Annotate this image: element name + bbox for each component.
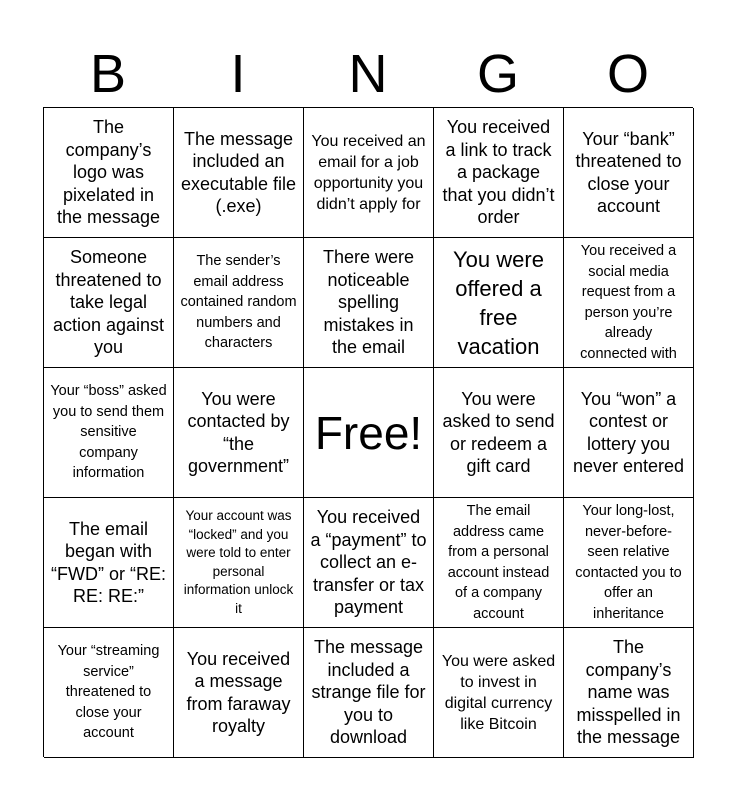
cell-text: Your “boss” asked you to send them sensitive company information bbox=[50, 383, 167, 482]
header-letter-b: B bbox=[89, 44, 127, 104]
cell-text: The company’s logo was pixelated in the message bbox=[56, 117, 161, 228]
bingo-cell-r4-c5[interactable] bbox=[564, 498, 694, 628]
cell-text: The message included an executable file (.exe) bbox=[180, 128, 297, 216]
cell-text: The email began with “FWD” or “RE: RE: RE:” bbox=[51, 518, 166, 606]
bingo-cell-r5-c4[interactable] bbox=[434, 628, 564, 758]
cell-text: You received a social media request from a person you’re already connected with bbox=[580, 243, 677, 362]
cell-text: The message included a strange file for you to download bbox=[311, 637, 426, 748]
header-letter-g: G bbox=[476, 44, 519, 104]
cell-text: Your long-lost, never-before-seen relative contacted you to offer an inheritance bbox=[575, 503, 682, 622]
cell-text: You received a message from faraway royalty bbox=[186, 648, 291, 736]
cell-text: You were contacted by “the government” bbox=[187, 388, 290, 476]
bingo-cell-r3-c1[interactable] bbox=[44, 368, 174, 498]
bingo-cell-r5-c1[interactable] bbox=[44, 628, 174, 758]
header-letter-o: O bbox=[606, 44, 649, 104]
bingo-cell-free[interactable] bbox=[304, 368, 434, 498]
bingo-cell-r3-c4[interactable] bbox=[434, 368, 564, 498]
cell-text: Someone threatened to take legal action against you bbox=[52, 247, 165, 358]
cell-text: You received an email for a job opportunity you didn’t apply for bbox=[311, 132, 426, 213]
bingo-cell-r1-c2[interactable] bbox=[174, 108, 304, 238]
bingo-cell-r4-c2[interactable] bbox=[174, 498, 304, 628]
cell-text: You received a link to track a package that you didn’t order bbox=[442, 117, 555, 228]
cell-text: There were noticeable spelling mistakes in the email bbox=[322, 247, 415, 358]
cell-text: The company’s name was misspelled in the message bbox=[576, 637, 681, 748]
cell-text: You were offered a free vacation bbox=[453, 246, 544, 359]
cell-text: Your “bank” threatened to close your account bbox=[575, 128, 682, 216]
cell-text: Your “streaming service” threatened to close your account bbox=[57, 643, 160, 742]
bingo-cell-r5-c5[interactable] bbox=[564, 628, 694, 758]
bingo-cell-r3-c2[interactable] bbox=[174, 368, 304, 498]
free-space-label: Free! bbox=[314, 406, 423, 459]
bingo-cell-r4-c4[interactable] bbox=[434, 498, 564, 628]
bingo-header bbox=[43, 40, 693, 108]
bingo-cell-r1-c3[interactable] bbox=[304, 108, 434, 238]
bingo-cell-r1-c5[interactable] bbox=[564, 108, 694, 238]
bingo-cell-r2-c4[interactable] bbox=[434, 238, 564, 368]
cell-text: Your account was “locked” and you were told to enter personal information unlock it bbox=[183, 508, 294, 616]
bingo-cell-r5-c2[interactable] bbox=[174, 628, 304, 758]
bingo-cell-r1-c4[interactable] bbox=[434, 108, 564, 238]
cell-text: The sender’s email address contained random numbers and characters bbox=[180, 253, 297, 352]
bingo-board bbox=[43, 107, 693, 757]
cell-text: You received a “payment” to collect an e-transfer or tax payment bbox=[310, 507, 427, 618]
cell-text: The email address came from a personal account instead of a company account bbox=[447, 503, 550, 622]
cell-text: You were asked to send or redeem a gift card bbox=[442, 388, 555, 476]
bingo-cell-r2-c3[interactable] bbox=[304, 238, 434, 368]
header-letter-i: I bbox=[230, 44, 246, 104]
bingo-cell-r5-c3[interactable] bbox=[304, 628, 434, 758]
bingo-cell-r2-c2[interactable] bbox=[174, 238, 304, 368]
cell-text: You were asked to invest in digital currency like Bitcoin bbox=[441, 652, 556, 733]
cell-text: You “won” a contest or lottery you never entered bbox=[572, 388, 685, 476]
bingo-cell-r4-c3[interactable] bbox=[304, 498, 434, 628]
bingo-cell-r4-c1[interactable] bbox=[44, 498, 174, 628]
bingo-cell-r1-c1[interactable] bbox=[44, 108, 174, 238]
bingo-cell-r2-c5[interactable] bbox=[564, 238, 694, 368]
header-letter-n: N bbox=[348, 44, 388, 104]
bingo-cell-r3-c5[interactable] bbox=[564, 368, 694, 498]
bingo-cell-r2-c1[interactable] bbox=[44, 238, 174, 368]
